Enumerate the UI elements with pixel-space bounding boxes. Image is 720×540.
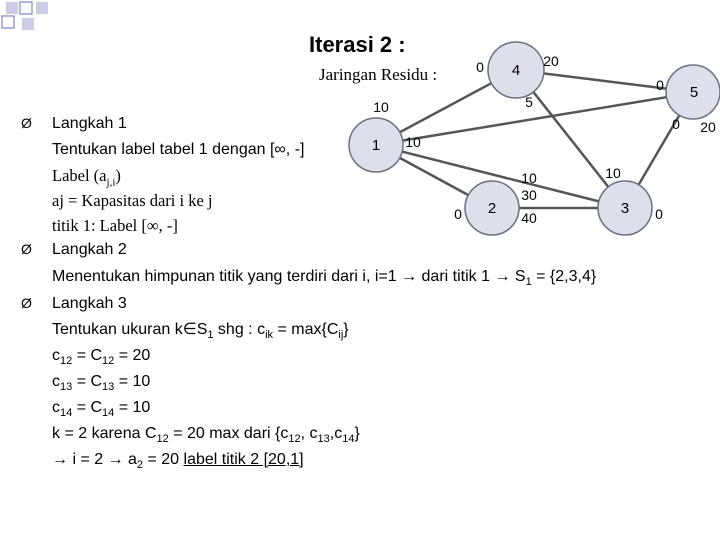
- result-line: → $i = 2 \to a_2 = 20$ label titik 2 [20,1]: [52, 451, 304, 472]
- step-heading: Langkah 1: [52, 115, 127, 132]
- edge-label: 10: [405, 134, 421, 150]
- step-heading: Langkah 2: [52, 241, 127, 258]
- step-heading: Langkah 3: [52, 295, 127, 312]
- node-2-label-result: label titik 2 [20,1]: [183, 451, 304, 468]
- graph-subtitle: Jaringan Residu :: [319, 65, 438, 84]
- edge-label: 30: [521, 187, 537, 203]
- equation-k: k = 2 karena $C_{12} = 20$ max dari {$c_{12}$, $c_{13},c_{14}$}: [52, 425, 360, 446]
- edge-label: 20: [700, 119, 716, 135]
- edge-label: 0: [476, 59, 484, 75]
- bullet-marker: Ø: [21, 241, 32, 257]
- equation-c12: $c_{12} = C_{12} = 20$: [52, 347, 151, 368]
- edge-label: 10: [605, 165, 621, 181]
- edge-label: 10: [373, 99, 389, 115]
- node-label: 4: [511, 62, 521, 79]
- equation-c13: $c_{13} = C_{13} = 10$: [52, 373, 151, 394]
- step-line: titik 1: Label [∞, -]: [52, 216, 178, 235]
- equation-c14: $c_{14} = C_{14} = 10$: [52, 399, 151, 420]
- bullet-marker: Ø: [21, 115, 32, 131]
- slide-title: Iterasi 2 :: [309, 32, 406, 57]
- edge-label: 5: [525, 94, 533, 110]
- bullet-marker: Ø: [21, 295, 32, 311]
- step-line: Label $(a_{j,i})$: [52, 166, 121, 189]
- step-line: Menentukan himpunan titik yang terdiri dari i, i=1 → dari titik $1 \to S_1 = \{2,3,4\}$: [52, 268, 597, 289]
- edge-label: 10: [521, 170, 537, 186]
- step-line: Tentukan label tabel 1 dengan [∞, -]: [52, 141, 305, 158]
- node-label: 5: [689, 84, 699, 101]
- step-line: Tentukan ukuran $k\in S_1$ shg : $c_{ik} = \max\{C_{ij}\}$: [52, 321, 349, 342]
- edge-label: 40: [521, 210, 537, 226]
- node-label: 3: [620, 200, 630, 217]
- edge-label: 0: [655, 206, 663, 222]
- edge-label: 0: [672, 116, 680, 132]
- edge-label: 20: [543, 53, 559, 69]
- node-label: 2: [487, 200, 497, 217]
- edge-label: 0: [656, 77, 664, 93]
- edge-label: 0: [454, 206, 462, 222]
- node-label: 1: [371, 137, 381, 154]
- step-line: aj = Kapasitas dari i ke j: [52, 191, 213, 210]
